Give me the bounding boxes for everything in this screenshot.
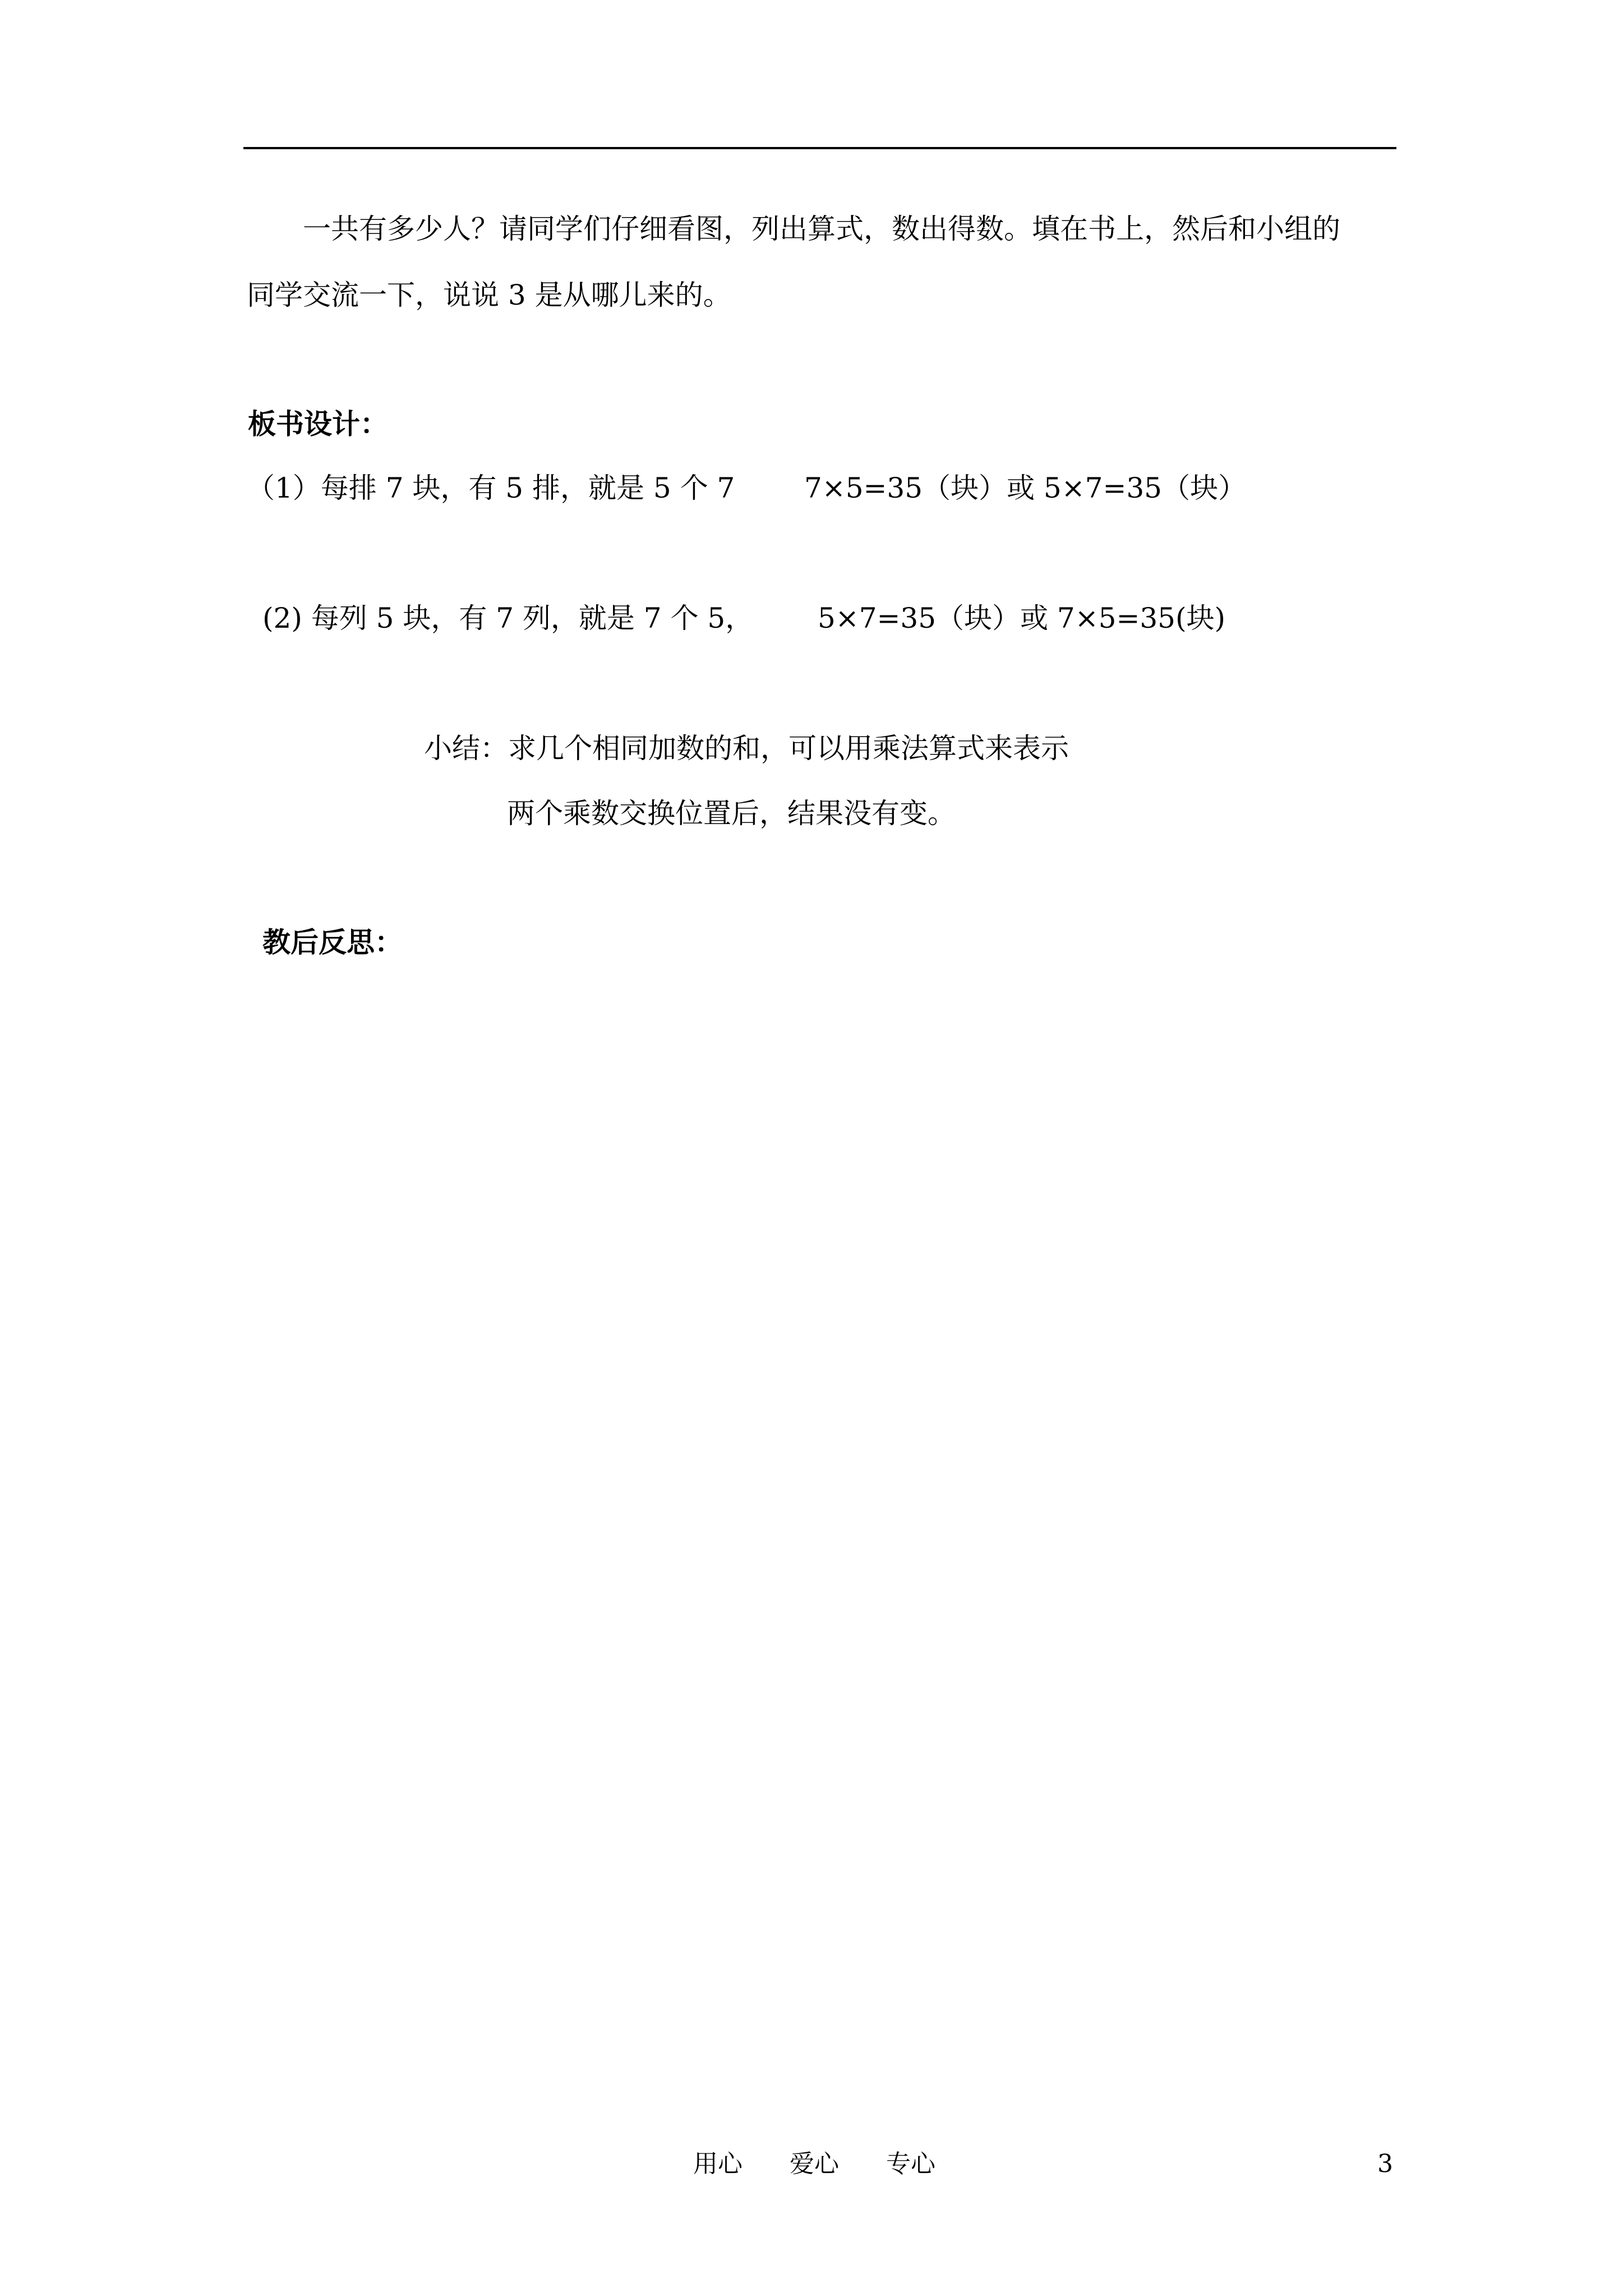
reflection-heading: 教后反思： <box>262 926 403 959</box>
summary-line-2: 两个乘数交换位置后，结果没有变。 <box>507 797 956 830</box>
board-item-2-formula: 5×7=35（块）或 7×5=35(块) <box>818 602 1225 634</box>
intro-line-2: 同学交流一下，说说 3 是从哪儿来的。 <box>247 279 731 311</box>
header-rule <box>243 147 1396 149</box>
board-design-heading: 板书设计： <box>248 407 388 440</box>
board-item-1-label: （1）每排 7 块，有 5 排，就是 5 个 7 <box>247 472 735 504</box>
page-number: 3 <box>1377 2150 1393 2178</box>
footer-motto-word: 专心 <box>886 2150 935 2178</box>
footer-motto-word: 爱心 <box>790 2150 839 2178</box>
footer-motto-word: 用心 <box>693 2150 743 2178</box>
footer-motto <box>693 2150 935 2179</box>
summary-line-1: 小结：求几个相同加数的和，可以用乘法算式来表示 <box>424 732 1069 765</box>
board-item-2-label: (2) 每列 5 块，有 7 列，就是 7 个 5， <box>262 602 754 634</box>
board-item-1-formula: 7×5=35（块）或 5×7=35（块） <box>804 472 1246 504</box>
intro-line-1: 一共有多少人？请同学们仔细看图，列出算式，数出得数。填在书上，然后和小组的 <box>303 213 1340 245</box>
